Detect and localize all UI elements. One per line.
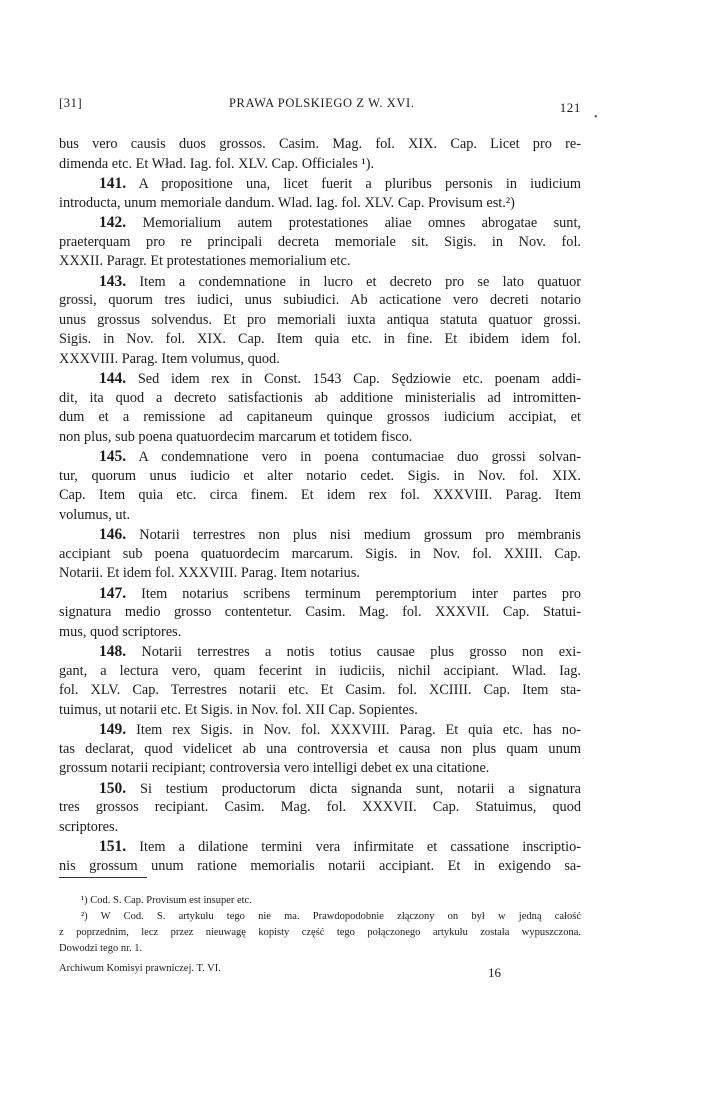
line-text: dit, ita quod a decreto satisfactionis ab additione ministerialis ad intromitten- — [59, 389, 581, 406]
article-start-line — [59, 837, 581, 857]
text-line — [59, 135, 581, 155]
article-start-line — [59, 447, 581, 467]
article-start-line — [59, 369, 581, 389]
line-text: Memorialium autem protestationes aliae omnes abrogatae sunt, — [126, 215, 581, 231]
running-header — [59, 96, 581, 116]
text-line — [59, 467, 581, 487]
line-text: bus vero causis duos grossos. Casim. Mag. fol. XIX. Cap. Licet pro re- — [59, 136, 581, 152]
line-text: tuimus, ut notarii etc. Et Sigis. in Nov. fol. XII Cap. Sopientes. — [59, 701, 418, 718]
line-text: volumus, ut. — [59, 506, 131, 523]
footnote-line: Dowodzi tego nr. 1. — [59, 943, 143, 954]
footer-series-title: Archiwum Komisyi prawniczej. T. VI. — [59, 963, 221, 974]
document-page — [59, 0, 581, 1093]
line-text: Item a dilatione termini vera infirmitate et cassatione inscriptio- — [126, 839, 581, 855]
text-line — [59, 506, 581, 526]
article-start-line — [59, 174, 581, 194]
text-line — [59, 311, 581, 331]
line-text: Item notarius scribens terminum peremptorium inter partes pro — [126, 585, 581, 602]
line-text: Si testium productorum dicta signanda sunt, notarii a signatura — [126, 780, 581, 797]
page-number: 121 — [559, 100, 581, 115]
text-line — [59, 428, 581, 448]
line-text: scriptores. — [59, 818, 119, 835]
text-line — [59, 623, 581, 643]
article-start-line — [59, 584, 581, 604]
line-text: Notarii. Et idem fol. XXXVIII. Parag. Item notarius. — [59, 565, 360, 581]
footnote-line: ¹) Cod. S. Cap. Provisum est insuper etc. — [81, 895, 252, 906]
line-text: gant, a lectura vero, quam fecerint in iudiciis, nichil accipiant. Wlad. Iag. — [59, 662, 581, 679]
line-text: tur, quorum unus iudicio et alter notario cedet. Sigis. in Nov. fol. XIX. — [59, 467, 581, 484]
body-text — [59, 135, 581, 876]
line-text: introducta, unum memoriale dandum. Wlad. Iag. fol. XLV. Cap. Provisum est.²) — [59, 194, 515, 211]
line-text: Cap. Item quia etc. circa finem. Et idem rex fol. XXXVIII. Parag. Item — [59, 487, 581, 503]
text-line — [59, 818, 581, 838]
line-text: dimenda etc. Et Wład. Iag. fol. XLV. Cap. Officiales ¹). — [59, 155, 375, 172]
line-text: mus, quod scriptores. — [59, 623, 182, 640]
line-text: tres grossos recipiant. Casim. Mag. fol. XXXVII. Cap. Statuimus, quod — [59, 799, 581, 815]
header-section-mark: [31] — [59, 96, 83, 110]
text-line — [59, 564, 581, 584]
line-text: Sigis. in Nov. fol. XIX. Cap. Item quia etc. in fine. Et ibidem idem fol. — [59, 331, 581, 347]
text-line — [59, 759, 581, 779]
text-line — [59, 857, 581, 877]
line-text: fol. XLV. Cap. Terrestres notarii etc. Et Casim. fol. XCIIII. Cap. Item sta- — [59, 682, 581, 698]
article-number: 142. — [99, 214, 127, 231]
text-line — [59, 486, 581, 506]
article-number: 147. — [99, 584, 127, 602]
page-footer — [59, 963, 581, 981]
text-line — [59, 603, 581, 623]
article-start-line — [59, 642, 581, 662]
text-line — [59, 194, 581, 214]
text-line — [59, 701, 581, 721]
line-text: XXXVIII. Parag. Item volumus, quod. — [59, 350, 280, 367]
line-text: A propositione una, licet fuerit a pluribus personis in iudicium — [126, 176, 581, 192]
text-line — [59, 798, 581, 818]
signature-mark: 16 — [488, 965, 501, 980]
text-line — [59, 291, 581, 311]
text-line — [59, 681, 581, 701]
line-text: unus grossus solvendus. Et pro memoriali iuxta antiqua statuta quatuor grossi. — [59, 311, 581, 328]
article-start-line — [59, 525, 581, 545]
article-number: 144. — [99, 370, 127, 387]
footnotes — [59, 893, 581, 957]
footnote-divider — [59, 877, 147, 878]
line-text: grossi, quorum tres iudici, unus subiudici. Ab acticatione vero decreti notario — [59, 292, 581, 308]
text-line — [59, 662, 581, 682]
article-number: 141. — [99, 175, 127, 192]
footnote-line: z poprzednim, lecz przez nieuwagę kopisty część tego połączonego artykułu została wypuszczona. — [59, 927, 581, 938]
line-text: praeterquam pro re principali decreta memoriale sit. Sigis. in Nov. fol. — [59, 233, 581, 250]
line-text: signatura medio grosso contentetur. Casim. Mag. fol. XXXVII. Cap. Statui- — [59, 604, 581, 620]
line-text: A condemnatione vero in poena contumaciae duo grossi solvan- — [126, 449, 581, 465]
article-start-line — [59, 720, 581, 740]
line-text: nis grossum unum ratione memorialis notarii accipiant. Et in exigendo sa- — [59, 857, 581, 874]
line-text: non plus, sub poena quatuordecim marcarum et totidem fisco. — [59, 428, 413, 445]
line-text: Item rex Sigis. in Nov. fol. XXXVIII. Parag. Et quia etc. has no- — [126, 722, 581, 738]
text-line — [59, 155, 581, 175]
text-line — [59, 252, 581, 272]
line-text: Sed idem rex in Const. 1543 Cap. Sędziowie etc. poenam addi- — [126, 371, 581, 387]
article-number: 145. — [99, 448, 127, 465]
article-number: 148. — [99, 643, 127, 660]
line-text: XXXII. Paragr. Et protestationes memorialium etc. — [59, 253, 351, 269]
text-line — [59, 545, 581, 565]
text-line — [59, 389, 581, 409]
line-text: dum et a remissione ad capitaneum quinque grossos iudicium accipiat, et — [59, 409, 581, 425]
text-line — [59, 233, 581, 253]
line-text: grossum notarii recipiant; controversia vero intelligi debet ex una citatione. — [59, 760, 490, 776]
line-text: Item a condemnatione in lucro et decreto pro se lato quatuor — [126, 273, 581, 290]
text-line — [59, 740, 581, 760]
margin-speck: • — [594, 112, 598, 123]
article-start-line — [59, 213, 581, 233]
line-text: Notarii terrestres a notis totius causae plus grosso non exi- — [126, 644, 581, 660]
article-number: 143. — [99, 272, 127, 290]
header-title: PRAWA POLSKIEGO Z W. XVI. — [229, 96, 415, 110]
text-line — [59, 330, 581, 350]
line-text: tas declarat, quod videlicet ab una controversia et causa non plus quam unum — [59, 740, 581, 757]
article-start-line — [59, 272, 581, 292]
text-line — [59, 350, 581, 370]
article-number: 150. — [99, 779, 127, 797]
article-number: 146. — [99, 526, 127, 543]
line-text: accipiant sub poena quatuordecim marcarum. Sigis. in Nov. fol. XXIII. Cap. — [59, 545, 581, 562]
line-text: Notarii terrestres non plus nisi medium grossum pro membranis — [126, 527, 581, 543]
text-line — [59, 408, 581, 428]
article-start-line — [59, 779, 581, 799]
footnote-line: ²) W Cod. S. artykułu tego nie ma. Prawdopodobnie złączony on był w jedną całość — [81, 911, 581, 922]
article-number: 151. — [99, 838, 127, 855]
article-number: 149. — [99, 721, 127, 738]
